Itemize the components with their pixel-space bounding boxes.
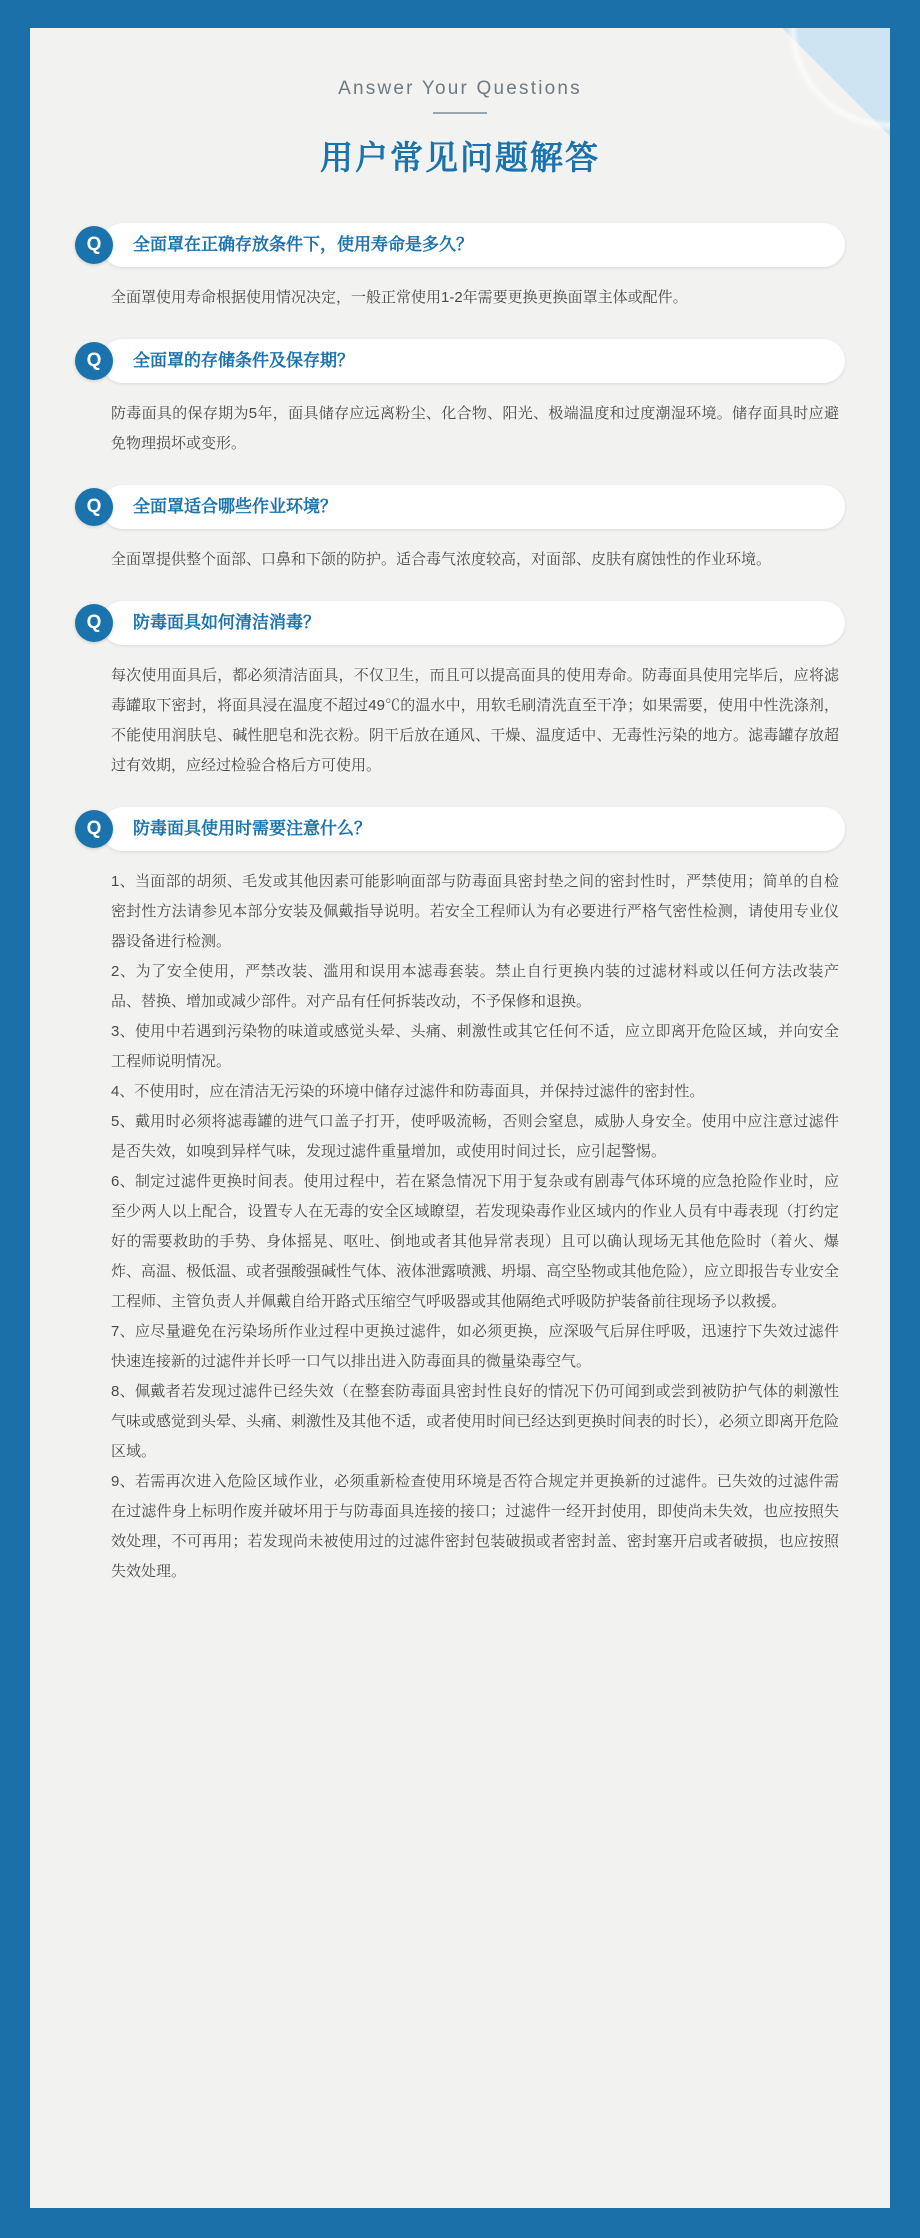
- faq-answer-paragraph: 1、当面部的胡须、毛发或其他因素可能影响面部与防毒面具密封垫之间的密封性时，严禁使用；简单的自检密封性方法请参见本部分安装及佩戴指导说明。若安全工程师认为有必要进行严格气密性检测，请使用专业仪器设备进行检测。: [111, 873, 839, 950]
- faq-item: [75, 339, 845, 459]
- faq-answer-paragraph: 全面罩使用寿命根据使用情况决定，一般正常使用1-2年需要更换更换面罩主体或配件。: [111, 289, 688, 306]
- faq-question-text: 全面罩在正确存放条件下，使用寿命是多久？: [133, 235, 473, 254]
- question-badge-icon: Q: [75, 810, 113, 848]
- faq-question-text: 防毒面具使用时需要注意什么？: [133, 819, 371, 838]
- faq-question-row[interactable]: [75, 807, 845, 851]
- question-badge-icon: Q: [75, 488, 113, 526]
- faq-question-row[interactable]: [75, 601, 845, 645]
- faq-answer-paragraph: 7、应尽量避免在污染场所作业过程中更换过滤件，如必须更换，应深吸气后屏住呼吸，迅速拧下失效过滤件快速连接新的过滤件并长呼一口气以排出进入防毒面具的微量染毒空气。: [111, 1323, 839, 1370]
- faq-question-text: 全面罩适合哪些作业环境？: [133, 497, 337, 516]
- faq-list: [75, 223, 845, 1587]
- question-badge-icon: Q: [75, 342, 113, 380]
- faq-question-row[interactable]: [75, 223, 845, 267]
- faq-question-row[interactable]: [75, 339, 845, 383]
- faq-answer-paragraph: 6、制定过滤件更换时间表。使用过程中，若在紧急情况下用于复杂或有剧毒气体环境的应急抢险作业时，应至少两人以上配合，设置专人在无毒的安全区域瞭望，若发现染毒作业区域内的作业人员有中毒表现（打约定好的需要救助的手势、身体摇晃、呕吐、倒地或者其他异常表现）且可以确认现场无其他危险时（着火、爆炸、高温、极低温、或者强酸强碱性气体、液体泄露喷溅、坍塌、高空坠物或其他危险），应立即报告专业安全工程师、主管负责人并佩戴自给开路式压缩空气呼吸器或其他隔绝式呼吸防护装备前往现场予以救援。: [111, 1173, 839, 1310]
- faq-answer-body: [75, 283, 845, 313]
- faq-answer-body: [75, 545, 845, 575]
- page-header: [75, 78, 845, 179]
- question-badge-icon: Q: [75, 226, 113, 264]
- faq-answer-paragraph: 每次使用面具后，都必须清洁面具，不仅卫生，而且可以提高面具的使用寿命。防毒面具使用完毕后，应将滤毒罐取下密封，将面具浸在温度不超过49℃的温水中，用软毛刷清洗直至干净；如果需要，使用中性洗涤剂，不能使用润肤皂、碱性肥皂和洗衣粉。阴干后放在通风、干燥、温度适中、无毒性污染的地方。滤毒罐存放超过有效期，应经过检验合格后方可使用。: [111, 667, 839, 774]
- faq-answer-paragraph: 9、若需再次进入危险区域作业，必须重新检查使用环境是否符合规定并更换新的过滤件。已失效的过滤件需在过滤件身上标明作废并破坏用于与防毒面具连接的接口；过滤件一经开封使用，即使尚未失效，也应按照失效处理，不可再用；若发现尚未被使用过的过滤件密封包装破损或者密封盖、密封塞开启或者破损，也应按照失效处理。: [111, 1473, 839, 1580]
- header-eyebrow: Answer Your Questions: [338, 78, 582, 99]
- faq-item: [75, 601, 845, 781]
- faq-question-text: 防毒面具如何清洁消毒？: [133, 613, 320, 632]
- faq-item: [75, 807, 845, 1587]
- faq-answer-paragraph: 8、佩戴者若发现过滤件已经失效（在整套防毒面具密封性良好的情况下仍可闻到或尝到被防护气体的刺激性气味或感觉到头晕、头痛、刺激性及其他不适，或者使用时间已经达到更换时间表的时长），必须立即离开危险区域。: [111, 1383, 839, 1460]
- faq-question-row[interactable]: [75, 485, 845, 529]
- faq-answer-paragraph: 2、为了安全使用，严禁改装、滥用和误用本滤毒套装。禁止自行更换内装的过滤材料或以任何方法改装产品、替换、增加或减少部件。对产品有任何拆装改动，不予保修和退换。: [111, 963, 839, 1010]
- faq-answer-paragraph: 5、戴用时必须将滤毒罐的进气口盖子打开，使呼吸流畅，否则会窒息，威胁人身安全。使用中应注意过滤件是否失效，如嗅到异样气味，发现过滤件重量增加，或使用时间过长，应引起警惕。: [111, 1113, 839, 1160]
- faq-answer-paragraph: 防毒面具的保存期为5年，面具储存应远离粉尘、化合物、阳光、极端温度和过度潮湿环境。储存面具时应避免物理损坏或变形。: [111, 405, 839, 452]
- faq-item: [75, 485, 845, 575]
- faq-answer-body: [75, 661, 845, 781]
- faq-question-text: 全面罩的存储条件及保存期？: [133, 351, 354, 370]
- faq-item: [75, 223, 845, 313]
- question-badge-icon: Q: [75, 604, 113, 642]
- faq-answer-paragraph: 全面罩提供整个面部、口鼻和下颌的防护。适合毒气浓度较高，对面部、皮肤有腐蚀性的作业环境。: [111, 551, 772, 568]
- faq-answer-body: [75, 867, 845, 1587]
- faq-answer-body: [75, 399, 845, 459]
- faq-card: [30, 28, 890, 2208]
- faq-answer-paragraph: 3、使用中若遇到污染物的味道或感觉头晕、头痛、刺激性或其它任何不适，应立即离开危险区域，并向安全工程师说明情况。: [111, 1023, 839, 1070]
- page-title: 用户常见问题解答: [320, 139, 600, 176]
- faq-answer-paragraph: 4、不使用时，应在清洁无污染的环境中储存过滤件和防毒面具，并保持过滤件的密封性。: [111, 1083, 705, 1100]
- header-divider: [433, 112, 487, 114]
